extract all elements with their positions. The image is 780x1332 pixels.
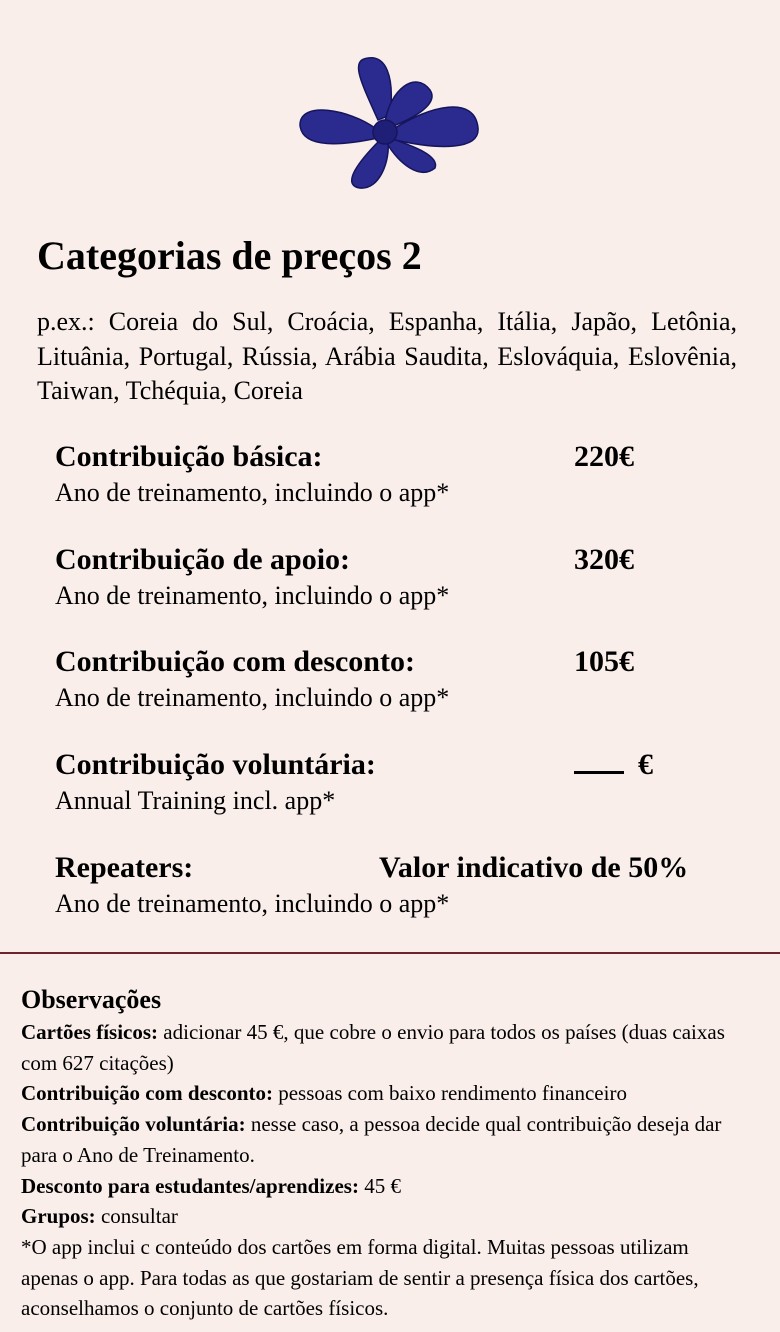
note-term: Contribuição voluntária: <box>21 1112 246 1137</box>
repeaters-label: Repeaters: <box>55 851 194 884</box>
price-description: Annual Training incl. app* <box>55 786 336 815</box>
price-row-discount <box>55 645 745 725</box>
footnote: *O app inclui c conteúdo dos cartões em forma digital. Muitas pessoas utilizam apenas o app. Para todas as que gostariam de sentir a presença física dos cartões, aconselhamos o conjunto de cartões físicos. <box>21 1234 699 1321</box>
price-amount: 105€ <box>574 645 634 678</box>
note-term: Contribuição com desconto: <box>21 1081 273 1106</box>
note-term: Desconto para estudantes/aprendizes: <box>21 1173 359 1198</box>
note-term: Grupos: <box>21 1204 96 1229</box>
price-description: Ano de treinamento, incluindo o app* <box>55 683 450 712</box>
price-label: Contribuição básica: <box>55 440 323 473</box>
price-description: Ano de treinamento, incluindo o app* <box>55 581 450 610</box>
price-row-voluntary <box>55 748 745 828</box>
price-label: Contribuição voluntária: <box>55 748 376 781</box>
flower-logo-icon <box>290 50 490 200</box>
price-description: Ano de treinamento, incluindo o app* <box>55 889 450 918</box>
price-row-repeaters <box>55 851 745 931</box>
note-item <box>21 1109 751 1170</box>
price-amount: 220€ <box>574 440 634 473</box>
repeaters-value: Valor indicativo de 50% <box>379 851 689 884</box>
section-divider <box>0 952 780 954</box>
price-amount-blank <box>574 748 653 782</box>
note-text: 45 € <box>358 1173 401 1198</box>
countries-intro: p.ex.: Coreia do Sul, Croácia, Espanha, Itália, Japão, Letônia, Lituânia, Portugal, Rússia, Arábia Saudita, Eslováquia, Eslovênia, Taiwan, Tchéquia, Coreia <box>37 307 737 405</box>
price-description: Ano de treinamento, incluindo o app* <box>55 478 450 507</box>
notes-section <box>21 985 751 1324</box>
price-amount: 320€ <box>574 543 634 576</box>
price-row-basic <box>55 440 745 520</box>
note-text: consultar <box>95 1204 178 1229</box>
notes-title: Observações <box>21 985 162 1014</box>
note-term: Cartões físicos: <box>21 1020 159 1044</box>
price-row-support <box>55 543 745 623</box>
note-item <box>21 1201 751 1232</box>
note-item <box>21 1017 751 1078</box>
note-item <box>21 1078 751 1109</box>
page-title: Categorias de preços 2 <box>37 233 422 278</box>
note-item <box>21 1171 751 1202</box>
price-label: Contribuição com desconto: <box>55 645 415 678</box>
currency-symbol: € <box>638 748 653 781</box>
price-label: Contribuição de apoio: <box>55 543 351 576</box>
note-text: nesse caso, a pessoa decide qual contribuição deseja dar para o Ano de Treinamento. <box>21 1112 722 1167</box>
note-text: adicionar 45 €, que cobre o envio para todos os países (duas caixas com 627 citações) <box>21 1020 725 1075</box>
amount-blank-line <box>574 749 624 774</box>
note-text: pessoas com baixo rendimento financeiro <box>272 1081 627 1106</box>
